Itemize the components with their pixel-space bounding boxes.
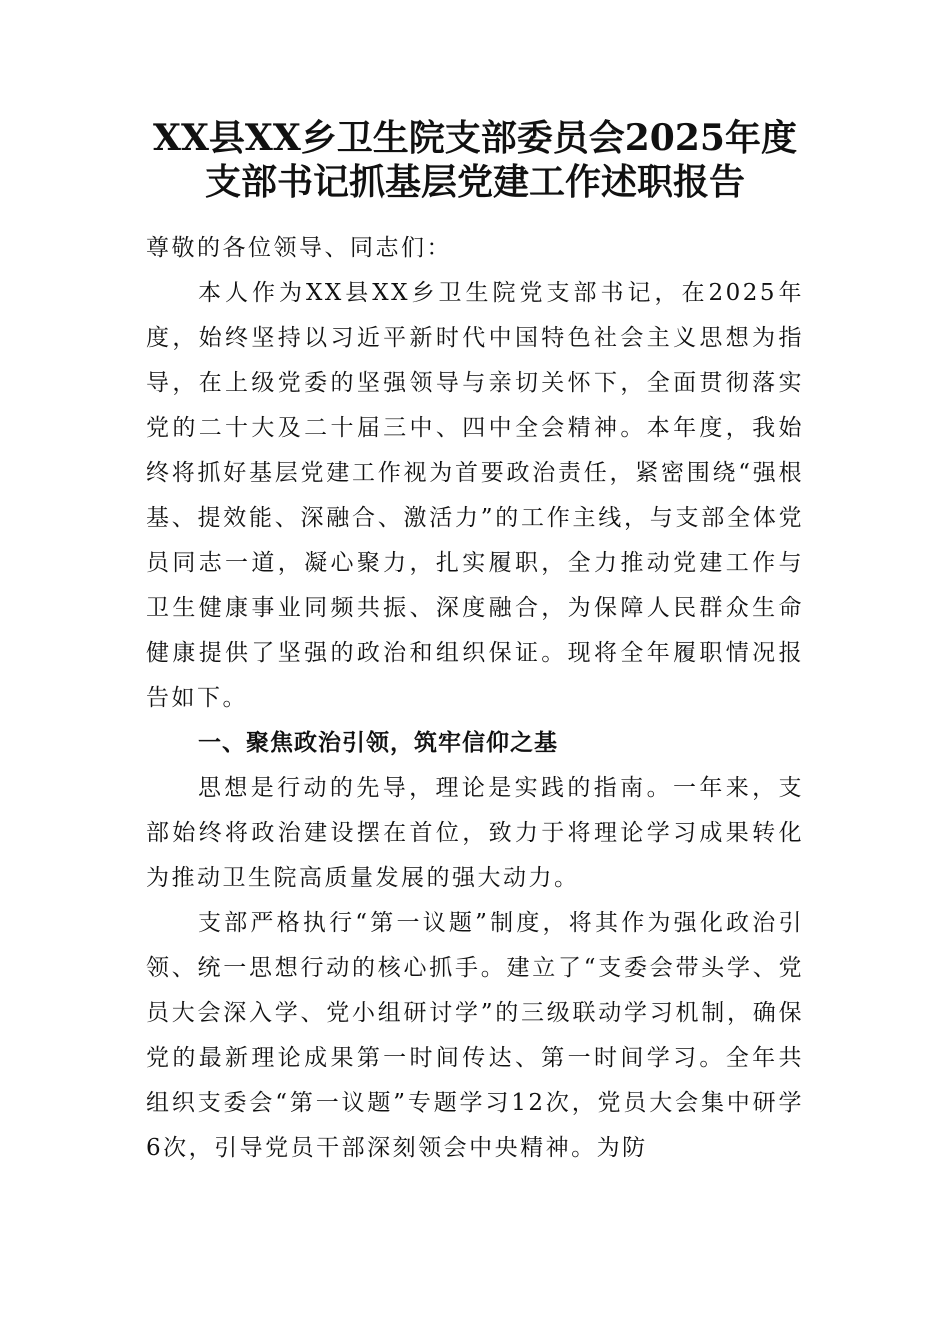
body-paragraph: 思想是行动的先导，理论是实践的指南。一年来，支部始终将政治建设摆在首位，致力于将理论学习成果转化为推动卫生院高质量发展的强大动力。 xyxy=(146,775,804,891)
intro-paragraph: 本人作为XX县XX乡卫生院党支部书记，在2025年度，始终坚持以习近平新时代中国特色社会主义思想为指导，在上级党委的坚强领导与亲切关怀下，全面贯彻落实党的二十大及二十届三中、四中全会精神。本年度，我始终将抓好基层党建工作视为首要政治责任，紧密围绕“强根基、提效能、深融合、激活力”的工作主线，与支部全体党员同志一道，凝心聚力，扎实履职，全力推动党建工作与卫生健康事业同频共振、深度融合，为保障人民群众生命健康提供了坚强的政治和组织保证。现将全年履职情况报告如下。 xyxy=(146,280,804,711)
body-paragraph: 支部严格执行“第一议题”制度，将其作为强化政治引领、统一思想行动的核心抓手。建立了“支委会带头学、党员大会深入学、党小组研讨学”的三级联动学习机制，确保党的最新理论成果第一时间传达、第一时间学习。全年共组织支委会“第一议题”专题学习12次，党员大会集中研学6次，引导党员干部深刻领会中央精神。为防 xyxy=(146,910,804,1161)
salutation: 尊敬的各位领导、同志们： xyxy=(146,235,452,261)
section-heading: 一、聚焦政治引领，筑牢信仰之基 xyxy=(198,730,558,756)
document-title-line2: 支部书记抓基层党建工作述职报告 xyxy=(204,161,745,203)
document-body xyxy=(146,226,804,1171)
document-title-line1: XX县XX乡卫生院支部委员会2025年度 xyxy=(153,117,797,159)
